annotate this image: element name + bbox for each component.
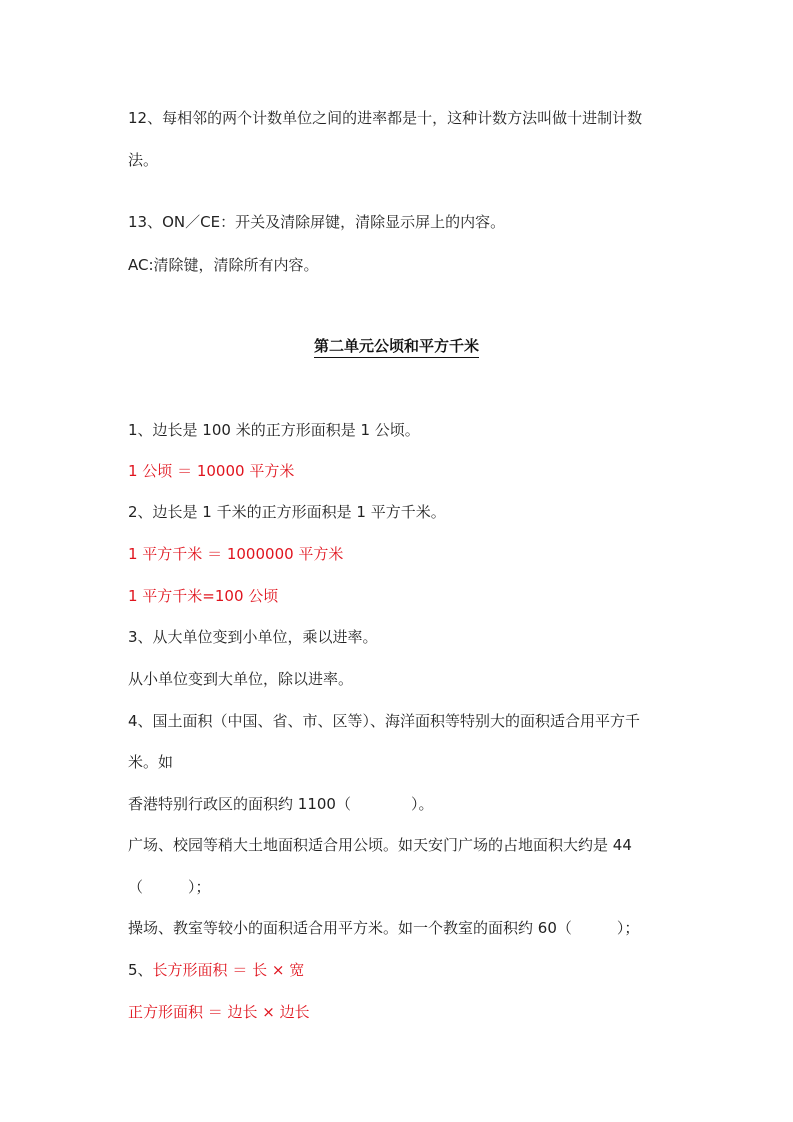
text-line-5 xyxy=(128,960,304,980)
text-line-13: 13、ON／CE：开关及清除屏键，清除显示屏上的内容。 xyxy=(128,213,506,231)
text-line-3: 3、从大单位变到小单位，乘以进率。 xyxy=(128,628,378,646)
text-line-2: 2、边长是 1 千米的正方形面积是 1 平方千米。 xyxy=(128,503,446,521)
text-line-12-cont: 法。 xyxy=(128,151,159,169)
text-line-4: 4、国土面积（中国、省、市、区等）、海洋面积等特别大的面积适合用平方千 xyxy=(128,712,641,730)
section-heading xyxy=(0,336,793,356)
text-line-square: 广场、校园等稍大土地面积适合用公顷。如天安门广场的占地面积大约是 44 xyxy=(128,836,632,854)
formula-sqkm-hectare: 1 平方千米=100 公顷 xyxy=(128,587,279,605)
formula-rectangle-area: 长方形面积 ＝ 长 × 宽 xyxy=(152,961,305,979)
formula-square-area: 正方形面积 ＝ 边长 × 边长 xyxy=(128,1003,310,1021)
text-line-1: 1、边长是 100 米的正方形面积是 1 公顷。 xyxy=(128,421,420,439)
text-line-hongkong: 香港特别行政区的面积约 1100（ ）。 xyxy=(128,795,434,813)
formula-sqkm-sqm: 1 平方千米 ＝ 1000000 平方米 xyxy=(128,545,344,563)
section-heading-text: 第二单元公顷和平方千米 xyxy=(314,337,479,358)
text-line-12: 12、每相邻的两个计数单位之间的进率都是十，这种计数方法叫做十进制计数 xyxy=(128,109,643,127)
item-number-5: 5、 xyxy=(128,961,153,979)
text-line-classroom: 操场、教室等较小的面积适合用平方米。如一个教室的面积约 60（ ）； xyxy=(128,919,640,937)
formula-hectare: 1 公顷 ＝ 10000 平方米 xyxy=(128,462,295,480)
text-line-4-cont: 米。如 xyxy=(128,753,174,771)
text-line-square-cont: （ ）； xyxy=(128,878,211,896)
text-line-ac: AC:清除键，清除所有内容。 xyxy=(128,256,319,274)
text-line-3-cont: 从小单位变到大单位，除以进率。 xyxy=(128,670,354,688)
